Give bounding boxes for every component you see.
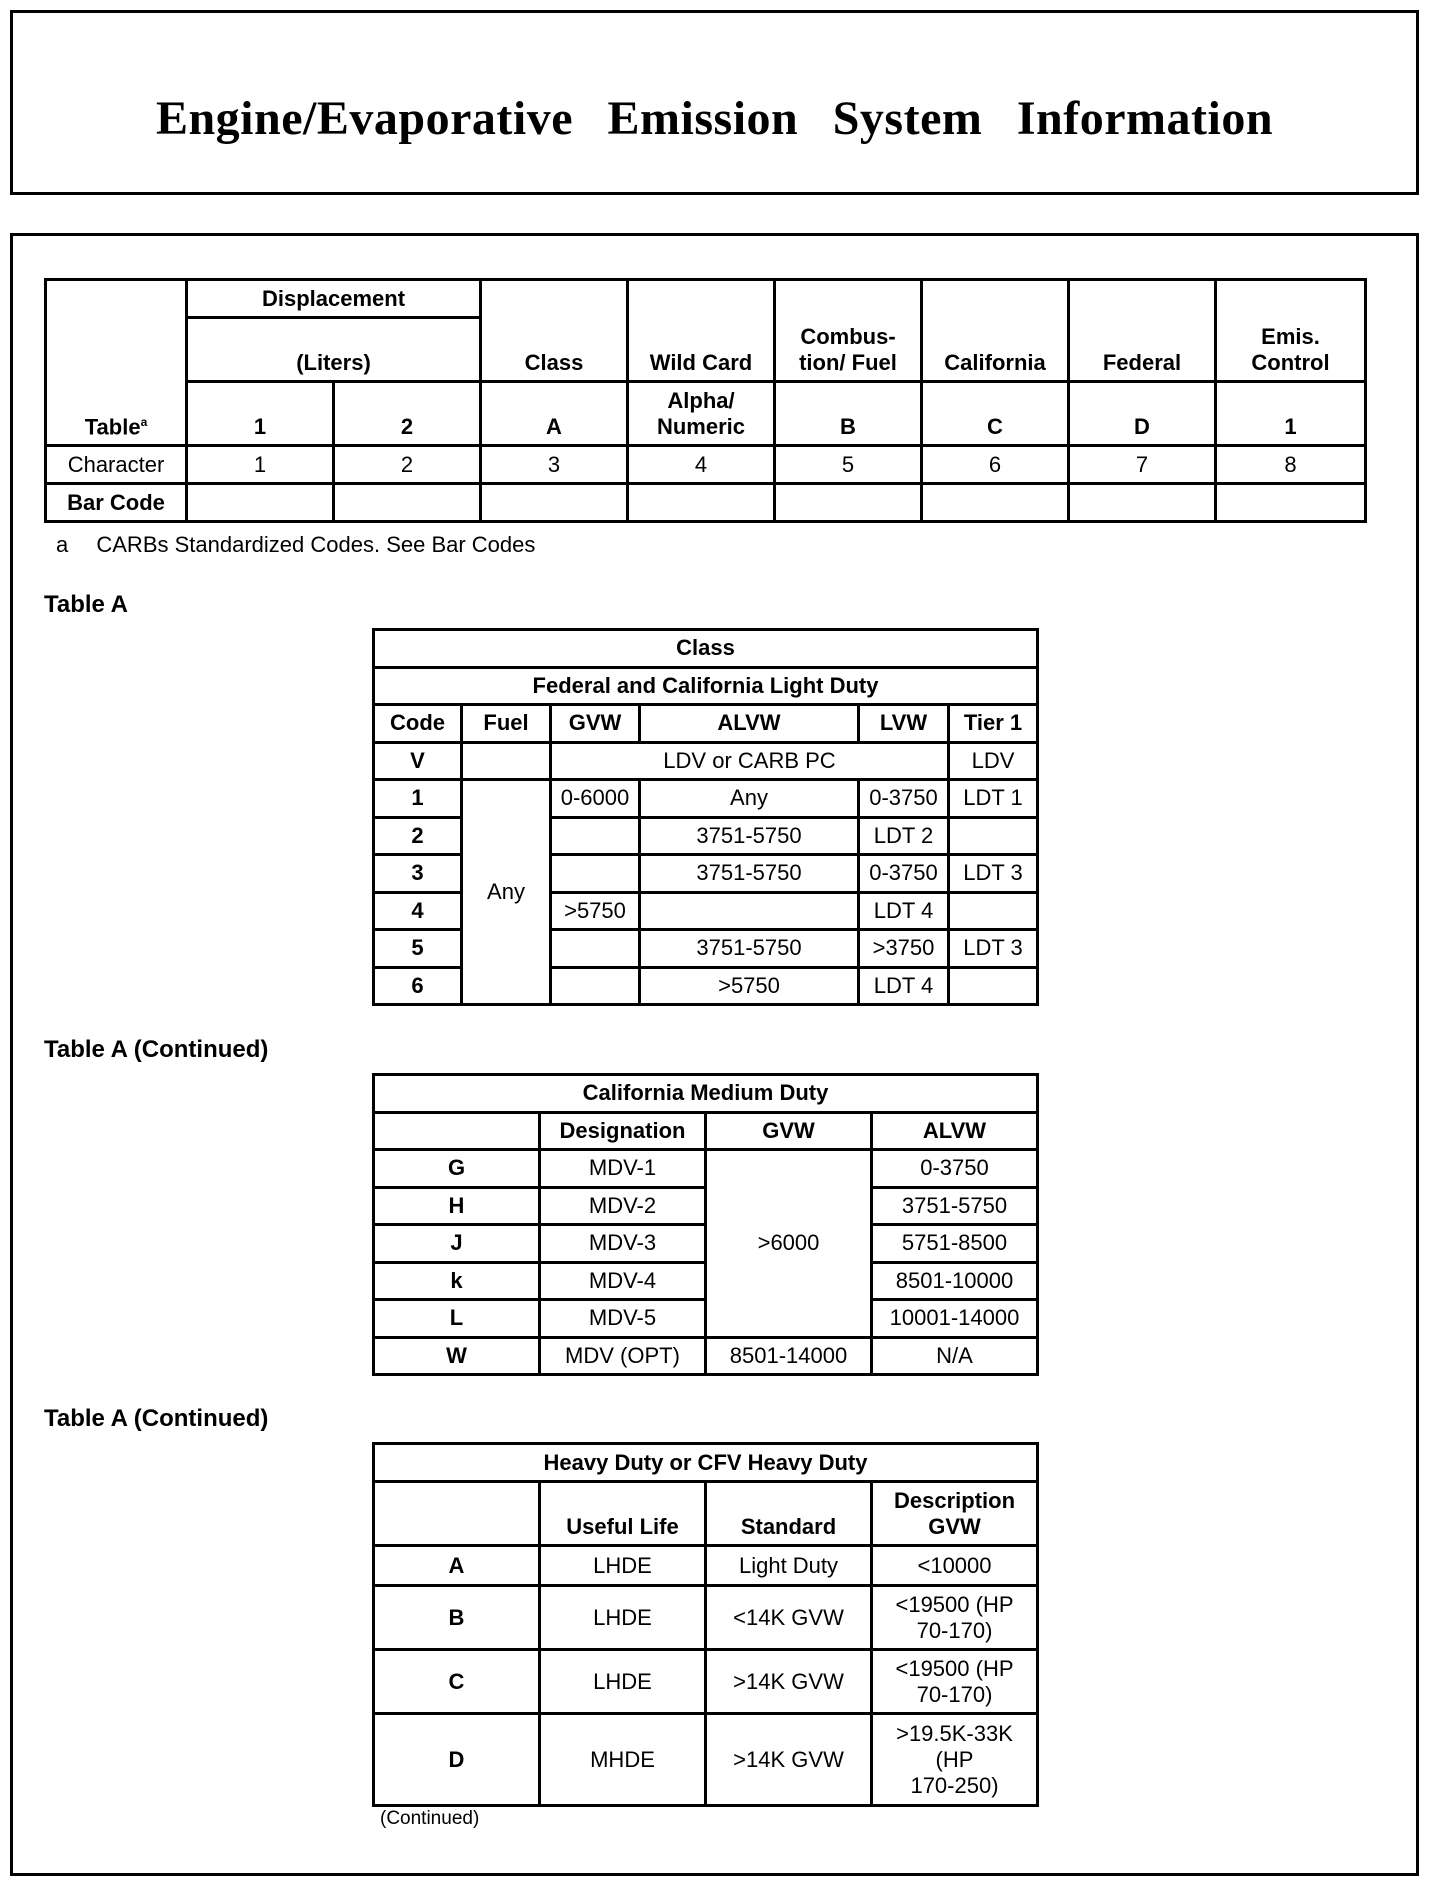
- alvw-cell: >5750: [640, 967, 859, 1005]
- standard-cell: Light Duty: [706, 1546, 872, 1586]
- table-row: [374, 780, 1038, 818]
- table-a-title: Class: [374, 630, 1038, 668]
- tier-cell: [949, 817, 1038, 855]
- designation-cell: MDV-3: [540, 1225, 706, 1263]
- gvw-cell: [551, 930, 640, 968]
- table-row-cell: A: [481, 382, 628, 446]
- lvw-cell: LDT 4: [859, 892, 949, 930]
- table-row-cell: 1: [187, 382, 334, 446]
- gvw-merged-cell: >6000: [706, 1150, 872, 1338]
- code-cell: G: [374, 1150, 540, 1188]
- description-cell: <19500 (HP 70-170): [872, 1586, 1038, 1650]
- col-header: Code: [374, 705, 462, 743]
- code-cell: k: [374, 1262, 540, 1300]
- merged-cell: LDV or CARB PC: [551, 742, 949, 780]
- standard-cell: <14K GVW: [706, 1586, 872, 1650]
- lvw-cell: LDT 2: [859, 817, 949, 855]
- lvw-cell: 0-3750: [859, 780, 949, 818]
- standard-cell: >14K GVW: [706, 1650, 872, 1714]
- gvw-cell: 0-6000: [551, 780, 640, 818]
- bar-code-cell: [187, 484, 334, 522]
- character-cell: 7: [1069, 446, 1216, 484]
- footnote: [56, 532, 535, 558]
- character-cell: 8: [1216, 446, 1366, 484]
- table-row: [374, 1150, 1038, 1188]
- gvw-cell: 8501-14000: [706, 1337, 872, 1375]
- bar-code-label: Bar Code: [46, 484, 187, 522]
- character-cell: 2: [334, 446, 481, 484]
- continued-note: (Continued): [380, 1808, 480, 1829]
- col-header: Tier 1: [949, 705, 1038, 743]
- alvw-cell: 0-3750: [872, 1150, 1038, 1188]
- col-header: Useful Life: [540, 1482, 706, 1546]
- wild-card-header: Wild Card: [628, 280, 775, 382]
- alvw-cell: 5751-8500: [872, 1225, 1038, 1263]
- character-cell: 4: [628, 446, 775, 484]
- alvw-cell: 3751-5750: [872, 1187, 1038, 1225]
- col-header: ALVW: [872, 1112, 1038, 1150]
- character-cell: 1: [187, 446, 334, 484]
- col-header: LVW: [859, 705, 949, 743]
- table-a-continued-label: Table A (Continued): [44, 1405, 269, 1432]
- designation-cell: MDV-2: [540, 1187, 706, 1225]
- empty-cell: [462, 742, 551, 780]
- fuel-cell: Any: [462, 780, 551, 1005]
- code-cell: 2: [374, 817, 462, 855]
- table-row: [374, 1546, 1038, 1586]
- col-header: GVW: [706, 1112, 872, 1150]
- alvw-cell: 3751-5750: [640, 930, 859, 968]
- lvw-cell: 0-3750: [859, 855, 949, 893]
- description-cell: <19500 (HP 70-170): [872, 1650, 1038, 1714]
- alvw-cell: 3751-5750: [640, 855, 859, 893]
- code-cell: V: [374, 742, 462, 780]
- code-cell: 6: [374, 967, 462, 1005]
- table-row: [374, 1714, 1038, 1806]
- displacement-header: Displacement: [187, 280, 481, 318]
- table-a3-title: Heavy Duty or CFV Heavy Duty: [374, 1444, 1038, 1482]
- code-cell: D: [374, 1714, 540, 1806]
- standard-cell: >14K GVW: [706, 1714, 872, 1806]
- col-header: Standard: [706, 1482, 872, 1546]
- character-label: Character: [46, 446, 187, 484]
- col-header: [374, 1112, 540, 1150]
- bar-code-cell: [775, 484, 922, 522]
- bar-code-cell: [334, 484, 481, 522]
- gvw-cell: [551, 855, 640, 893]
- lvw-cell: >3750: [859, 930, 949, 968]
- col-header: GVW: [551, 705, 640, 743]
- table-label-cell: Table$^a$: [46, 280, 187, 446]
- code-cell: B: [374, 1586, 540, 1650]
- table-row-cell: 2: [334, 382, 481, 446]
- code-cell: J: [374, 1225, 540, 1263]
- table-row-cell: Alpha/ Numeric: [628, 382, 775, 446]
- table-row: [374, 1337, 1038, 1375]
- footnote-text: CARBs Standardized Codes. See Bar Codes: [96, 532, 536, 557]
- character-cell: 3: [481, 446, 628, 484]
- designation-cell: MDV-1: [540, 1150, 706, 1188]
- alvw-cell: 3751-5750: [640, 817, 859, 855]
- useful-life-cell: LHDE: [540, 1546, 706, 1586]
- table-a-light-duty: [372, 628, 1039, 1006]
- code-cell: 3: [374, 855, 462, 893]
- code-cell: 4: [374, 892, 462, 930]
- alvw-cell: N/A: [872, 1337, 1038, 1375]
- tier-cell: [949, 892, 1038, 930]
- alvw-cell: 10001-14000: [872, 1300, 1038, 1338]
- emis-control-header: Emis. Control: [1216, 280, 1366, 382]
- character-cell: 6: [922, 446, 1069, 484]
- page-title: Engine/Evaporative Emission System Information: [155, 92, 1274, 145]
- code-cell: 5: [374, 930, 462, 968]
- bar-code-cell: [922, 484, 1069, 522]
- col-header: [374, 1482, 540, 1546]
- col-header: Description GVW: [872, 1482, 1038, 1546]
- table-a-heavy-duty: [372, 1442, 1039, 1807]
- table-a2-title: California Medium Duty: [374, 1075, 1038, 1113]
- alvw-cell: Any: [640, 780, 859, 818]
- table-row-cell: C: [922, 382, 1069, 446]
- code-cell: A: [374, 1546, 540, 1586]
- table-row: [374, 1650, 1038, 1714]
- gvw-cell: [551, 817, 640, 855]
- designation-cell: MDV-5: [540, 1300, 706, 1338]
- col-header: Designation: [540, 1112, 706, 1150]
- table-row-cell: B: [775, 382, 922, 446]
- col-header: ALVW: [640, 705, 859, 743]
- table-a-subtitle: Federal and California Light Duty: [374, 667, 1038, 705]
- table-a-medium-duty: [372, 1073, 1039, 1376]
- combustion-fuel-header: Combus- tion/ Fuel: [775, 280, 922, 382]
- table-row: [374, 742, 1038, 780]
- bar-code-cell: [1216, 484, 1366, 522]
- gvw-cell: >5750: [551, 892, 640, 930]
- useful-life-cell: LHDE: [540, 1650, 706, 1714]
- liters-header: (Liters): [187, 318, 481, 382]
- alvw-cell: 8501-10000: [872, 1262, 1038, 1300]
- description-cell: >19.5K-33K (HP 170-250): [872, 1714, 1038, 1806]
- gvw-cell: [551, 967, 640, 1005]
- tier-cell: LDT 3: [949, 855, 1038, 893]
- useful-life-cell: MHDE: [540, 1714, 706, 1806]
- title-box: [10, 10, 1419, 195]
- alvw-cell: [640, 892, 859, 930]
- lvw-cell: LDT 4: [859, 967, 949, 1005]
- bar-code-cell: [481, 484, 628, 522]
- table-a-continued-label: Table A (Continued): [44, 1036, 269, 1063]
- bar-code-cell: [1069, 484, 1216, 522]
- engine-code-table: [44, 278, 1367, 523]
- tier-cell: [949, 967, 1038, 1005]
- class-header: Class: [481, 280, 628, 382]
- footnote-mark: a: [56, 532, 69, 557]
- col-header: Fuel: [462, 705, 551, 743]
- federal-header: Federal: [1069, 280, 1216, 382]
- useful-life-cell: LHDE: [540, 1586, 706, 1650]
- tier-cell: LDV: [949, 742, 1038, 780]
- designation-cell: MDV-4: [540, 1262, 706, 1300]
- california-header: California: [922, 280, 1069, 382]
- table-a-label: Table A: [44, 591, 129, 618]
- code-cell: 1: [374, 780, 462, 818]
- tier-cell: LDT 1: [949, 780, 1038, 818]
- code-cell: W: [374, 1337, 540, 1375]
- code-cell: L: [374, 1300, 540, 1338]
- code-cell: H: [374, 1187, 540, 1225]
- character-cell: 5: [775, 446, 922, 484]
- table-row-cell: D: [1069, 382, 1216, 446]
- code-cell: C: [374, 1650, 540, 1714]
- description-cell: <10000: [872, 1546, 1038, 1586]
- table-row-cell: 1: [1216, 382, 1366, 446]
- table-row: [374, 1586, 1038, 1650]
- designation-cell: MDV (OPT): [540, 1337, 706, 1375]
- bar-code-cell: [628, 484, 775, 522]
- tier-cell: LDT 3: [949, 930, 1038, 968]
